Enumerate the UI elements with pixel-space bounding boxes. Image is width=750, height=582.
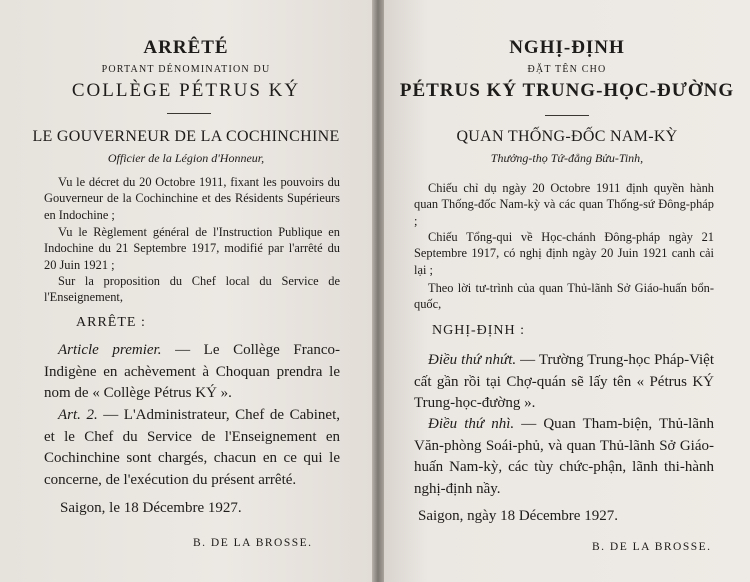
french-consideration-1: Vu le décret du 20 Octobre 1911, fixant les pouvoirs du Gouverneur de la Cochinchine et des Résidents Supérieurs en Indochine ; <box>44 175 340 222</box>
divider <box>545 115 589 116</box>
french-page <box>0 0 372 582</box>
vietnamese-consideration-2: Chiếu Tổng-qui về Học-chánh Đông-pháp ngày 21 Septembre 1917, có nghị định ngày 20 Juin 1921 canh cải lại ; <box>414 230 714 277</box>
french-governor-heading: LE GOUVERNEUR DE LA COCHINCHINE <box>32 128 340 145</box>
vietnamese-article-1-text: — Trường Trung-học Pháp-Việt cất gần rồi tại Chợ-quán sẽ lấy tên « Pétrus KÝ Trung-học-đường ». <box>414 352 715 411</box>
french-arrete-heading: ARRÊTE : <box>76 315 146 330</box>
vietnamese-article-2 <box>414 414 714 500</box>
french-article-2 <box>44 405 340 491</box>
vietnamese-article-1-label: Điều thứ nhứt. <box>428 352 517 368</box>
vietnamese-signature: B. DE LA BROSSE. <box>592 541 712 553</box>
french-article-2-text: — L'Administrateur, Chef de Cabinet, et le Chef du Service de l'Enseignement en Cochinchine sont chargés, chacun en ce qui le concerne, de l'exécution du présent arrêté. <box>44 407 340 488</box>
french-article-1-label: Article premier. <box>58 342 162 358</box>
vietnamese-honor-line: Thưởng-thọ Tứ-đẳng Bửu-Tinh, <box>490 151 644 165</box>
french-college-name: COLLÈGE PÉTRUS KÝ <box>71 80 301 101</box>
vietnamese-governor-heading: QUAN THỐNG-ĐỐC NAM-KỲ <box>456 128 678 145</box>
divider <box>167 113 211 114</box>
french-date: Saigon, le 18 Décembre 1927. <box>60 500 242 516</box>
vietnamese-article-2-label: Điều thứ nhì. <box>428 416 515 432</box>
vietnamese-college-name: PÉTRUS KÝ TRUNG-HỌC-ĐƯỜNG <box>399 80 735 101</box>
vietnamese-subtitle: ĐẶT TÊN CHO <box>527 64 607 75</box>
french-article-1-text: — Le Collège Franco-Indigène en achèvement à Choquan prendra le nom de « Collège Pétrus KÝ ». <box>44 342 341 401</box>
vietnamese-consideration-1: Chiếu chỉ dụ ngày 20 Octobre 1911 định quyền hành quan Thống-đốc Nam-kỳ và các quan Thống-sứ Đông-pháp ; <box>414 181 714 228</box>
vietnamese-article-2-text: — Quan Tham-biện, Thủ-lãnh Văn-phòng Soái-phủ, và quan Thủ-lãnh Sở Giáo-huấn Nam-kỳ, các tùy chức-phận, lãnh thi-hành nghị-định nầy. <box>414 416 714 497</box>
french-honor-line: Officier de la Légion d'Honneur, <box>107 151 265 165</box>
french-article-2-label: Art. 2. <box>58 407 98 423</box>
french-consideration-2: Vu le Règlement général de l'Instruction Publique en Indochine du 21 Septembre 1917, modifié par l'arrêté du 20 Juin 1921 ; <box>44 225 340 272</box>
vietnamese-article-1 <box>414 350 714 415</box>
book-gutter <box>372 0 384 582</box>
vietnamese-date: Saigon, ngày 18 Décembre 1927. <box>418 508 618 524</box>
vietnamese-title: NGHỊ-ĐỊNH <box>509 37 625 58</box>
french-consideration-3: Sur la proposition du Chef local du Service de l'Enseignement, <box>44 274 340 305</box>
french-subtitle: PORTANT DÉNOMINATION DU <box>101 64 271 75</box>
vietnamese-consideration-3: Theo lời tư-trình của quan Thủ-lãnh Sở Giáo-huấn bổn-quốc, <box>414 281 714 312</box>
vietnamese-page <box>384 0 750 582</box>
french-title: ARRÊTÉ <box>143 37 229 58</box>
french-article-1 <box>44 340 340 405</box>
vietnamese-decree-heading: NGHỊ-ĐỊNH : <box>432 323 526 338</box>
french-signature: B. DE LA BROSSE. <box>193 537 313 549</box>
